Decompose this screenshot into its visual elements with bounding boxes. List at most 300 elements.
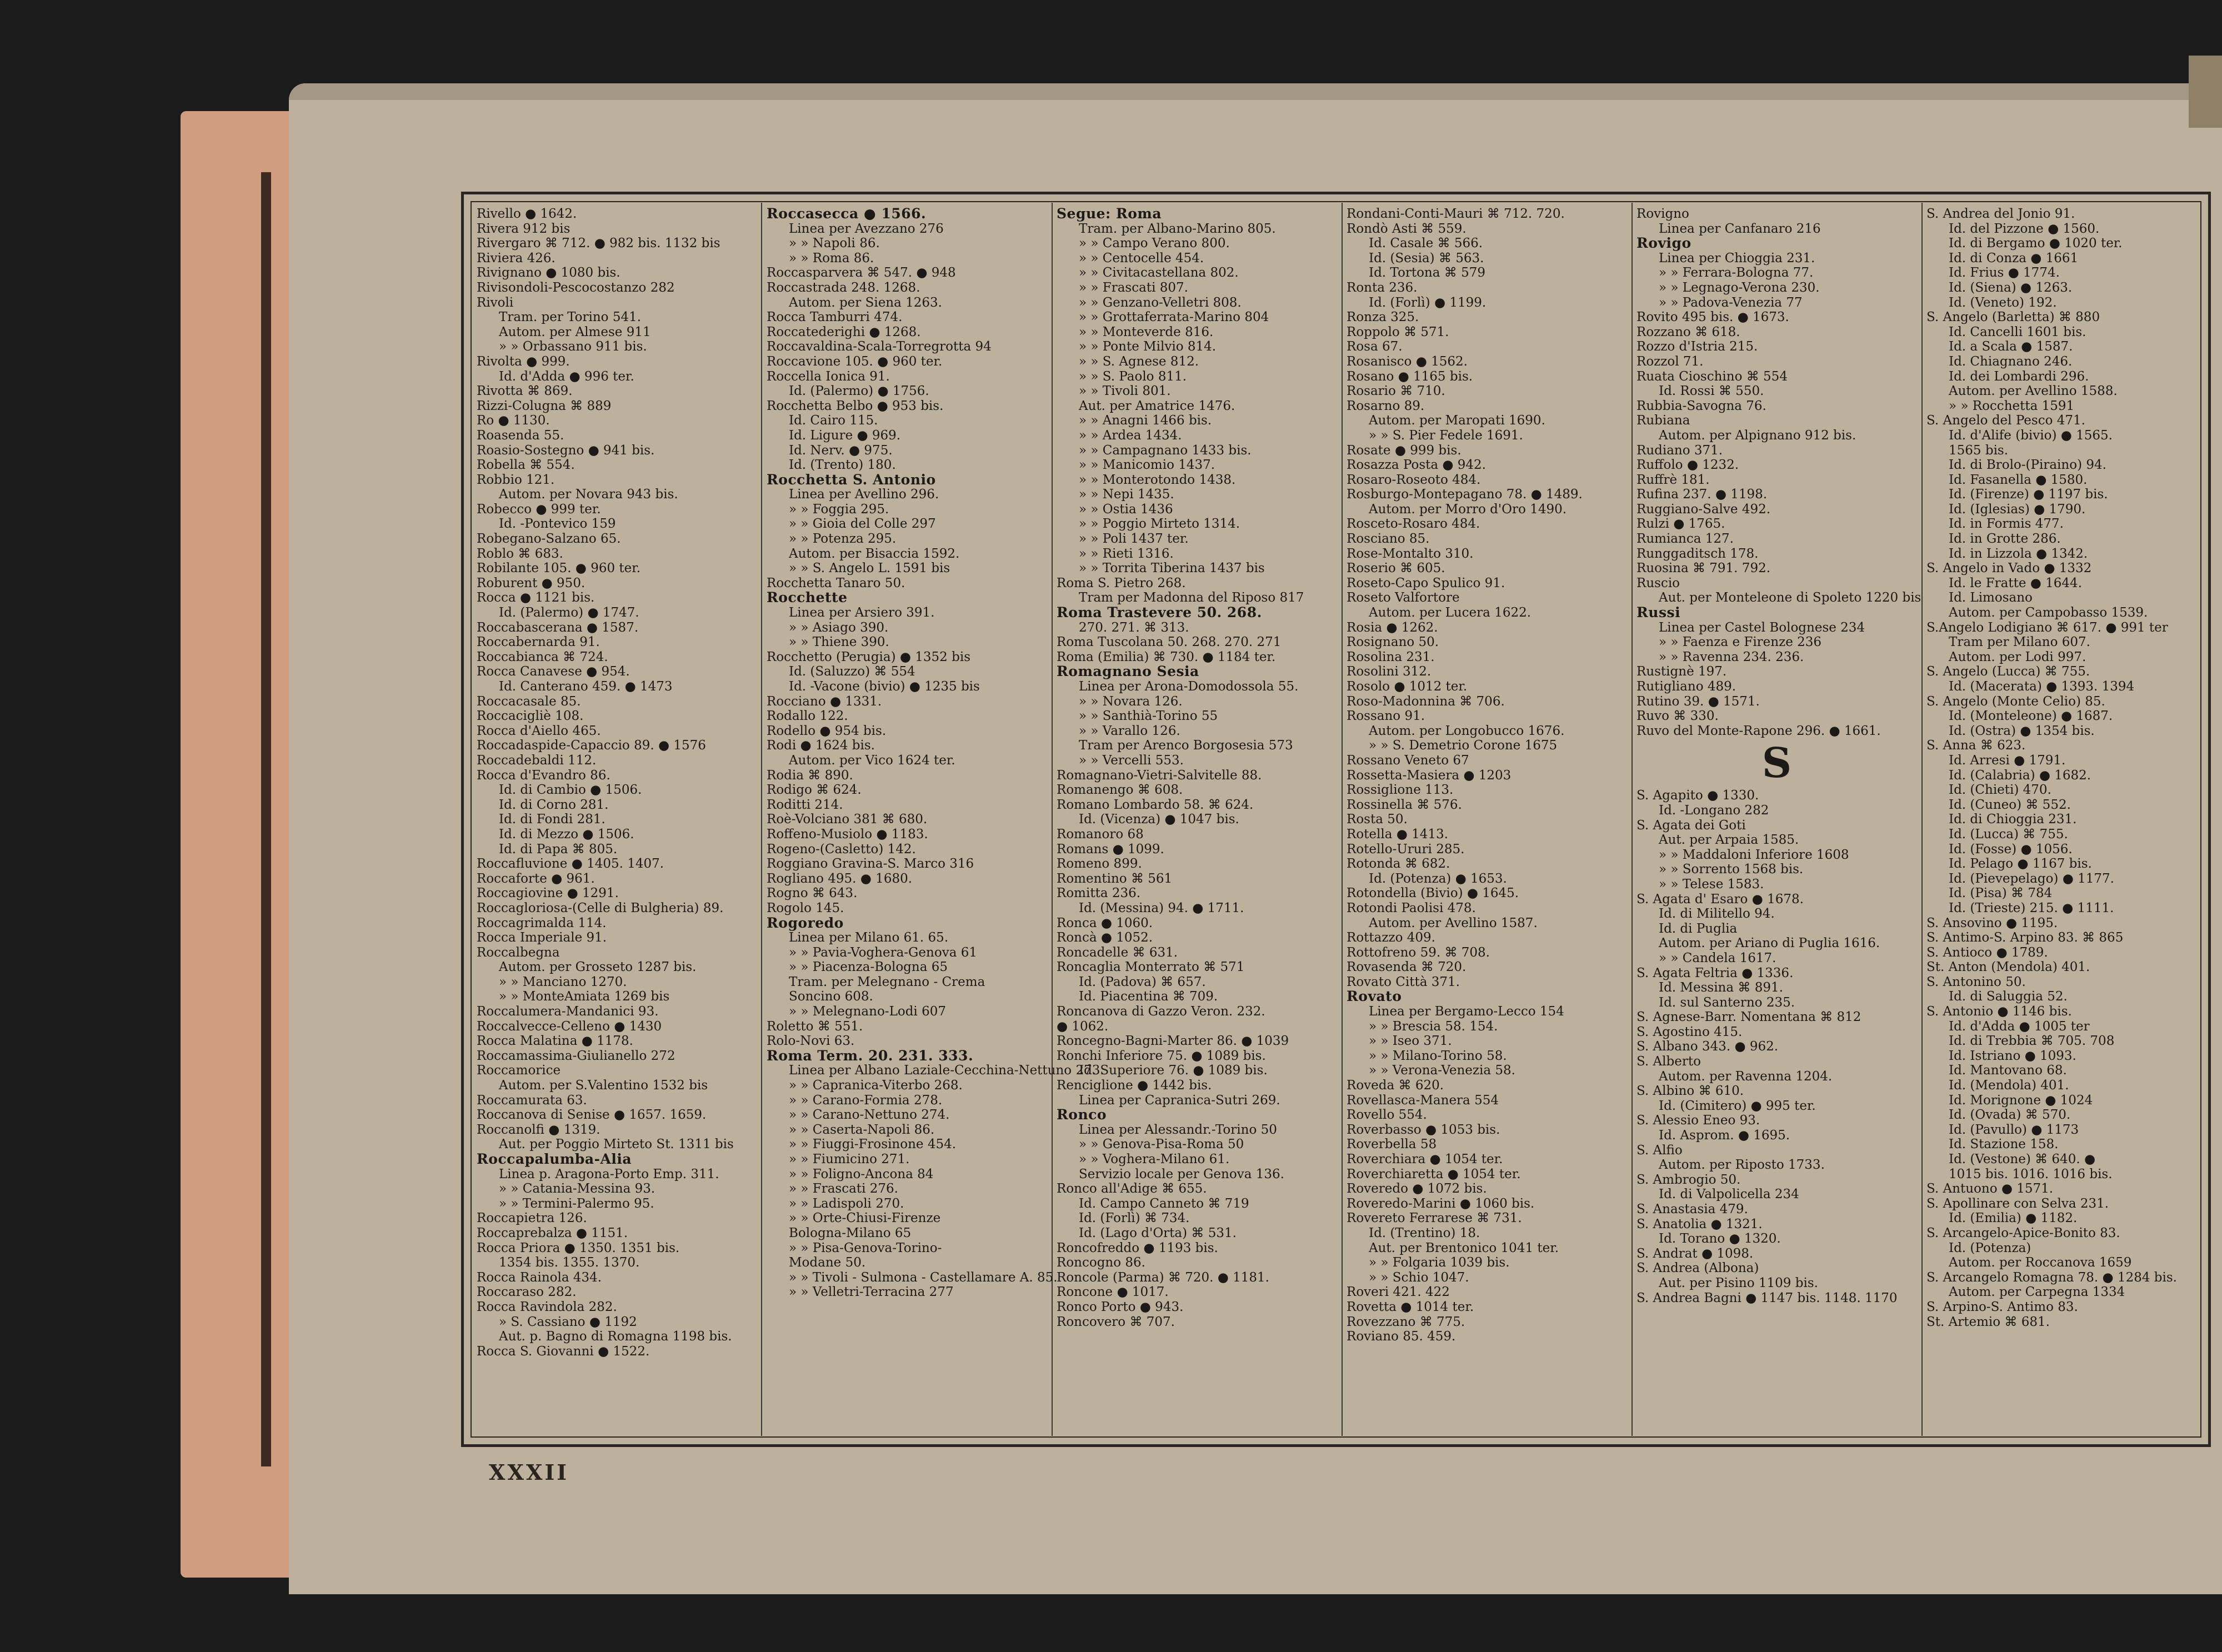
index-entry: Autom. per Longobucco 1676. bbox=[1369, 723, 1565, 738]
index-entry: » » Faenza e Firenze 236 bbox=[1659, 635, 1822, 650]
index-entry: Id. (Forlì) ⌘ 734. bbox=[1079, 1211, 1190, 1226]
index-entry: » » Novara 126. bbox=[1079, 694, 1183, 709]
index-entry: Roccabascerana ● 1587. bbox=[477, 620, 639, 635]
index-entry: S. Ambrogio 50. bbox=[1637, 1172, 1741, 1187]
index-entry: Ronza 325. bbox=[1347, 310, 1419, 325]
index-entry: Rosolina 231. bbox=[1347, 649, 1435, 664]
index-entry: Roccalvecce-Celleno ● 1430 bbox=[477, 1019, 662, 1034]
index-entry: Id. Torano ● 1320. bbox=[1659, 1232, 1781, 1246]
index-entry: Rosignano 50. bbox=[1347, 635, 1439, 650]
index-entry: Rondò Asti ⌘ 559. bbox=[1347, 221, 1467, 236]
index-entry: Autom. per Morro d'Oro 1490. bbox=[1369, 502, 1567, 517]
index-entry: » » Ferrara-Bologna 77. bbox=[1659, 266, 1814, 281]
index-entry: Ruffrè 181. bbox=[1637, 472, 1710, 487]
index-entry: Autom. per Siena 1263. bbox=[789, 295, 942, 310]
index-entry: Rossinella ⌘ 576. bbox=[1347, 797, 1462, 812]
index-entry: Linea per Castel Bolognese 234 bbox=[1659, 620, 1865, 635]
back-page-rule bbox=[261, 172, 271, 1466]
index-entry: Id. (Messina) 94. ● 1711. bbox=[1079, 900, 1244, 915]
index-entry: Ruffolo ● 1232. bbox=[1637, 458, 1739, 473]
index-entry: » » Pavia-Voghera-Genova 61 bbox=[789, 945, 977, 960]
index-entry: » » Candela 1617. bbox=[1659, 950, 1776, 965]
index-heading: Ronco bbox=[1057, 1107, 1107, 1123]
index-entry: Id. di Cambio ● 1506. bbox=[499, 783, 642, 798]
index-entry: » » Carano-Formia 278. bbox=[789, 1093, 943, 1108]
index-entry: Rovito 495 bis. ● 1673. bbox=[1637, 310, 1789, 325]
index-column-5 bbox=[1637, 207, 1921, 1429]
index-entry: S. Apollinare con Selva 231. bbox=[1926, 1196, 2109, 1211]
index-entry: Rocca S. Giovanni ● 1522. bbox=[477, 1344, 650, 1359]
index-entry: Roburent ● 950. bbox=[477, 575, 585, 590]
index-heading: Roma Trastevere 50. 268. bbox=[1057, 604, 1262, 621]
index-entry: Autom. per Campobasso 1539. bbox=[1949, 605, 2148, 620]
index-entry: Id. (Saluzzo) ⌘ 554 bbox=[789, 664, 915, 679]
index-entry: Id. in Formis 477. bbox=[1949, 517, 2064, 532]
index-entry: Roverbasso ● 1053 bis. bbox=[1347, 1122, 1500, 1137]
index-entry: Rosarno 89. bbox=[1347, 398, 1425, 413]
index-entry: » » Santhià-Torino 55 bbox=[1079, 709, 1218, 724]
index-entry: Roletto ⌘ 551. bbox=[767, 1019, 863, 1034]
index-entry: Id. Chiagnano 246. bbox=[1949, 354, 2073, 369]
index-entry: Rivello ● 1642. bbox=[477, 207, 577, 221]
index-entry: » » S. Pier Fedele 1691. bbox=[1369, 428, 1523, 443]
index-entry: » » Padova-Venezia 77 bbox=[1659, 295, 1803, 310]
index-entry: Linea per Alessandr.-Torino 50 bbox=[1079, 1122, 1277, 1137]
index-entry: » » Rieti 1316. bbox=[1079, 546, 1174, 561]
page-number: XXXII bbox=[489, 1460, 569, 1485]
index-entry: Rivisondoli-Pescocostanzo 282 bbox=[477, 280, 675, 295]
index-heading: Rocchette bbox=[767, 589, 848, 606]
index-entry: Id. Casale ⌘ 566. bbox=[1369, 236, 1483, 251]
index-entry: S. Angelo (Monte Celio) 85. bbox=[1926, 694, 2105, 709]
index-entry: Id. (Veneto) 192. bbox=[1949, 295, 2057, 310]
index-entry: » » Poli 1437 ter. bbox=[1079, 532, 1189, 547]
index-entry: Id. Canterano 459. ● 1473 bbox=[499, 679, 673, 694]
index-entry: Autom. per Lucera 1622. bbox=[1369, 605, 1532, 620]
index-entry: » » Milano-Torino 58. bbox=[1369, 1048, 1507, 1063]
index-entry: 1015 bis. 1016. 1016 bis. bbox=[1949, 1167, 2113, 1182]
index-entry: Rosate ● 999 bis. bbox=[1347, 443, 1462, 458]
index-entry: Id. Cancelli 1601 bis. bbox=[1949, 324, 2086, 339]
index-entry: Rogolo 145. bbox=[767, 900, 844, 915]
index-entry: » » Ravenna 234. 236. bbox=[1659, 649, 1804, 664]
index-entry: Id. Superiore 76. ● 1089 bis. bbox=[1079, 1063, 1268, 1078]
index-entry: Tram. per Melegnano - Crema bbox=[789, 974, 985, 989]
index-entry: Romentino ⌘ 561 bbox=[1057, 871, 1173, 886]
index-entry: Roccacigliè 108. bbox=[477, 709, 584, 724]
index-entry: Roccatederighi ● 1268. bbox=[767, 324, 921, 339]
index-entry: » » Thiene 390. bbox=[789, 635, 889, 650]
index-entry: Linea per Bergamo-Lecco 154 bbox=[1369, 1004, 1564, 1019]
index-entry: Rocca Imperiale 91. bbox=[477, 930, 607, 945]
index-entry: Ronco Porto ● 943. bbox=[1057, 1299, 1184, 1314]
index-entry: S. Arpino-S. Antimo 83. bbox=[1926, 1299, 2078, 1314]
index-entry: Id. in Grotte 286. bbox=[1949, 532, 2061, 547]
index-entry: Id. (Trento) 180. bbox=[789, 458, 896, 473]
index-entry: Id. -Vacone (bivio) ● 1235 bis bbox=[789, 679, 980, 694]
index-entry: Roccaprebalza ● 1151. bbox=[477, 1225, 628, 1240]
index-entry: Id. (Palermo) ● 1756. bbox=[789, 384, 929, 399]
index-entry: Id. Stazione 158. bbox=[1949, 1137, 2059, 1152]
index-entry: Roverbella 58 bbox=[1347, 1137, 1437, 1152]
index-entry: Ruggiano-Salve 492. bbox=[1637, 502, 1771, 517]
index-entry: Tram per Madonna del Riposo 817 bbox=[1079, 590, 1304, 605]
index-entry: Roncanova di Gazzo Veron. 232. bbox=[1057, 1004, 1265, 1019]
index-entry: Rossetta-Masiera ● 1203 bbox=[1347, 768, 1512, 783]
index-entry: Rose-Montalto 310. bbox=[1347, 546, 1474, 561]
index-entry: Rivergaro ⌘ 712. ● 982 bis. 1132 bis bbox=[477, 236, 720, 251]
index-entry: Id. Asprom. ● 1695. bbox=[1659, 1128, 1790, 1143]
index-entry: Id. dei Lombardi 296. bbox=[1949, 369, 2089, 384]
index-entry: Id. Messina ⌘ 891. bbox=[1659, 980, 1783, 995]
index-entry: Roseto Valfortore bbox=[1347, 590, 1460, 605]
index-entry: Rondani-Conti-Mauri ⌘ 712. 720. bbox=[1347, 207, 1565, 221]
index-entry: 1565 bis. bbox=[1949, 443, 2009, 458]
index-entry: Rozzano ⌘ 618. bbox=[1637, 324, 1740, 339]
index-entry: 270. 271. ⌘ 313. bbox=[1079, 620, 1189, 635]
index-heading: Roma Term. 20. 231. 333. bbox=[767, 1047, 974, 1064]
index-entry: Ruata Cioschino ⌘ 554 bbox=[1637, 369, 1788, 384]
index-entry: Roccanolfi ● 1319. bbox=[477, 1122, 600, 1137]
index-entry: Runggaditsch 178. bbox=[1637, 546, 1759, 561]
index-entry: Robbio 121. bbox=[477, 472, 555, 487]
index-entry: S. Angelo in Vado ● 1332 bbox=[1926, 561, 2092, 576]
index-entry: Rosolini 312. bbox=[1347, 664, 1432, 679]
index-entry: Id. Ligure ● 969. bbox=[789, 428, 901, 443]
index-entry: Roso-Madonnina ⌘ 706. bbox=[1347, 694, 1505, 709]
index-entry: Id. le Fratte ● 1644. bbox=[1949, 575, 2083, 590]
index-entry: Robecco ● 999 ter. bbox=[477, 502, 601, 517]
index-heading: Rovato bbox=[1347, 988, 1402, 1005]
index-entry: Autom. per Avellino 1588. bbox=[1949, 384, 2118, 399]
index-entry: Rutigliano 489. bbox=[1637, 679, 1736, 694]
index-entry: Id. Morignone ● 1024 bbox=[1949, 1093, 2093, 1108]
index-entry: Rosolo ● 1012 ter. bbox=[1347, 679, 1468, 694]
index-entry: Rotello-Ururi 285. bbox=[1347, 842, 1465, 857]
index-heading: Romagnano Sesia bbox=[1057, 663, 1199, 680]
index-entry: Roccafluvione ● 1405. 1407. bbox=[477, 857, 664, 872]
index-entry: Aut. per Arpaia 1585. bbox=[1659, 833, 1799, 848]
index-entry: Id. (Iglesias) ● 1790. bbox=[1949, 502, 2086, 517]
index-entry: Id. (Lago d'Orta) ⌘ 531. bbox=[1079, 1225, 1237, 1240]
index-entry: Id. Fasanella ● 1580. bbox=[1949, 472, 2088, 487]
index-entry: Id. (Palermo) ● 1747. bbox=[499, 605, 639, 620]
index-entry: Romitta 236. bbox=[1057, 886, 1141, 901]
index-entry: Aut. per Poggio Mirteto St. 1311 bis bbox=[499, 1137, 734, 1152]
index-entry: Linea per Albano Laziale-Cecchina-Nettuno 273. bbox=[789, 1063, 1104, 1078]
index-entry: Id. di Mezzo ● 1506. bbox=[499, 827, 634, 842]
index-entry: » » S. Paolo 811. bbox=[1079, 369, 1187, 384]
index-entry: Rovellasca-Manera 554 bbox=[1347, 1093, 1499, 1108]
index-entry: Ruosina ⌘ 791. 792. bbox=[1637, 561, 1771, 576]
index-entry: Id. (Trieste) 215. ● 1111. bbox=[1949, 900, 2114, 915]
index-entry: Rodia ⌘ 890. bbox=[767, 768, 853, 783]
index-entry: Rozzo d'Istria 215. bbox=[1637, 339, 1758, 354]
index-entry: Roccamassima-Giulianello 272 bbox=[477, 1048, 675, 1063]
index-entry: S. Antuono ● 1571. bbox=[1926, 1182, 2054, 1197]
index-entry: Tram per Arenco Borgosesia 573 bbox=[1079, 738, 1293, 753]
index-entry: Id. (Siena) ● 1263. bbox=[1949, 280, 2073, 295]
index-entry: Roggiano Gravina-S. Marco 316 bbox=[767, 857, 974, 872]
index-entry: Autom. per S.Valentino 1532 bis bbox=[499, 1078, 708, 1093]
index-entry: Roveda ⌘ 620. bbox=[1347, 1078, 1444, 1093]
index-entry: Id. di Valpolicella 234 bbox=[1659, 1187, 1799, 1202]
index-entry: Ro ● 1130. bbox=[477, 413, 550, 428]
index-entry: Roveredo ● 1072 bis. bbox=[1347, 1182, 1487, 1197]
index-column-1 bbox=[477, 207, 757, 1429]
index-entry: Roditti 214. bbox=[767, 797, 843, 812]
index-entry: » » Genova-Pisa-Roma 50 bbox=[1079, 1137, 1244, 1152]
index-entry: Id. (Mendola) 401. bbox=[1949, 1078, 2069, 1093]
index-entry: Roppolo ⌘ 571. bbox=[1347, 324, 1449, 339]
index-entry: Id. Nerv. ● 975. bbox=[789, 443, 893, 458]
index-entry: S. Alfio bbox=[1637, 1143, 1683, 1158]
index-entry: Rotella ● 1413. bbox=[1347, 827, 1448, 842]
index-entry: Id. (Padova) ⌘ 657. bbox=[1079, 974, 1206, 989]
index-entry: Rubbia-Savogna 76. bbox=[1637, 398, 1766, 413]
index-entry: Id. d'Adda ● 996 ter. bbox=[499, 369, 634, 384]
index-entry: Linea per Avezzano 276 bbox=[789, 221, 944, 236]
index-entry: Rocca Ravindola 282. bbox=[477, 1299, 617, 1314]
index-entry: S. Antioco ● 1789. bbox=[1926, 945, 2048, 960]
index-entry: Roma S. Pietro 268. bbox=[1057, 575, 1186, 590]
index-entry: Aut. per Pisino 1109 bis. bbox=[1659, 1275, 1818, 1290]
index-entry: Ruvo ⌘ 330. bbox=[1637, 709, 1719, 724]
index-entry: » » Iseo 371. bbox=[1369, 1034, 1452, 1049]
index-column-3 bbox=[1057, 207, 1337, 1429]
index-entry: S. Antonio ● 1146 bis. bbox=[1926, 1004, 2072, 1019]
index-entry: S. Angelo (Lucca) ⌘ 755. bbox=[1926, 664, 2090, 679]
index-entry: » » Brescia 58. 154. bbox=[1369, 1019, 1498, 1034]
index-entry: S. Albano 343. ● 962. bbox=[1637, 1039, 1779, 1054]
index-entry: Rosario ⌘ 710. bbox=[1347, 384, 1445, 399]
index-entry: Id. (Pisa) ⌘ 784 bbox=[1949, 886, 2053, 901]
index-entry: St. Anton (Mendola) 401. bbox=[1926, 960, 2090, 975]
index-heading: Rocchetta S. Antonio bbox=[767, 471, 936, 488]
index-entry: » » Carano-Nettuno 274. bbox=[789, 1108, 950, 1123]
index-entry: Ronco all'Adige ⌘ 655. bbox=[1057, 1182, 1207, 1197]
index-entry: S.Angelo Lodigiano ⌘ 617. ● 991 ter bbox=[1926, 620, 2168, 635]
index-entry: Roè-Volciano 381 ⌘ 680. bbox=[767, 812, 928, 827]
index-entry: Roccadaspide-Capaccio 89. ● 1576 bbox=[477, 738, 706, 753]
index-entry: Roccamurata 63. bbox=[477, 1093, 587, 1108]
index-entry: Robella ⌘ 554. bbox=[477, 458, 575, 473]
index-entry: Roma Tuscolana 50. 268. 270. 271 bbox=[1057, 635, 1282, 650]
index-entry: Roccastrada 248. 1268. bbox=[767, 280, 920, 295]
index-entry: Ronca ● 1060. bbox=[1057, 915, 1153, 930]
index-entry: Linea per Avellino 296. bbox=[789, 487, 939, 502]
index-entry: Id. sul Santerno 235. bbox=[1659, 995, 1795, 1010]
index-entry: Id. di Brolo-(Piraino) 94. bbox=[1949, 458, 2106, 473]
index-entry: » » Tivoli - Sulmona - Castellamare A. 85. bbox=[789, 1270, 1058, 1285]
index-entry: Rodello ● 954 bis. bbox=[767, 723, 887, 738]
index-entry: Romano Lombardo 58. ⌘ 624. bbox=[1057, 797, 1254, 812]
index-entry: Rosa 67. bbox=[1347, 339, 1403, 354]
index-entry: Rizzi-Colugna ⌘ 889 bbox=[477, 398, 612, 413]
index-entry: Id. di Trebbia ⌘ 705. 708 bbox=[1949, 1034, 2115, 1049]
index-entry: Id. a Scala ● 1587. bbox=[1949, 339, 2073, 354]
index-entry: Romagnano-Vietri-Salvitelle 88. bbox=[1057, 768, 1262, 783]
index-entry: Rivignano ● 1080 bis. bbox=[477, 266, 620, 281]
index-entry: » » Maddaloni Inferiore 1608 bbox=[1659, 847, 1849, 862]
index-entry: S. Agapito ● 1330. bbox=[1637, 788, 1759, 803]
index-entry: Roccella Ionica 91. bbox=[767, 369, 890, 384]
index-entry: Rosburgo-Montepagano 78. ● 1489. bbox=[1347, 487, 1583, 502]
index-entry: » » Napoli 86. bbox=[789, 236, 880, 251]
index-column-6 bbox=[1926, 207, 2207, 1429]
index-entry: Id. Piacentina ⌘ 709. bbox=[1079, 989, 1218, 1004]
index-entry: Roccacasale 85. bbox=[477, 694, 581, 709]
index-entry: Rodigo ⌘ 624. bbox=[767, 783, 862, 798]
index-entry: » » Roma 86. bbox=[789, 251, 874, 266]
index-entry: Rossiglione 113. bbox=[1347, 783, 1454, 798]
index-entry: » » Ostia 1436 bbox=[1079, 502, 1173, 517]
index-entry: Rustignè 197. bbox=[1637, 664, 1727, 679]
column-divider bbox=[761, 203, 762, 1436]
index-entry: Id. (Chieti) 470. bbox=[1949, 783, 2051, 798]
index-entry: Ronta 236. bbox=[1347, 280, 1418, 295]
index-entry: » » Civitacastellana 802. bbox=[1079, 266, 1239, 281]
index-entry: Autom. per Roccanova 1659 bbox=[1949, 1255, 2132, 1270]
index-entry: Rosaro-Roseoto 484. bbox=[1347, 472, 1481, 487]
index-entry: Id. d'Adda ● 1005 ter bbox=[1949, 1019, 2090, 1034]
index-entry: » » MonteAmiata 1269 bis bbox=[499, 989, 670, 1004]
index-entry: Tram. per Albano-Marino 805. bbox=[1079, 221, 1276, 236]
index-entry: Rovigno bbox=[1637, 207, 1689, 221]
index-entry: Id. (Vestone) ⌘ 640. ● bbox=[1949, 1152, 2096, 1167]
index-entry: Romanengo ⌘ 608. bbox=[1057, 783, 1183, 798]
index-entry: S. Alberto bbox=[1637, 1054, 1701, 1069]
index-entry: Id. -Longano 282 bbox=[1659, 803, 1769, 818]
index-entry: Rudiano 371. bbox=[1637, 443, 1723, 458]
index-entry: Autom. per Vico 1624 ter. bbox=[789, 753, 955, 768]
index-entry: Id. (Potenza) bbox=[1949, 1240, 2031, 1255]
index-entry: Rosia ● 1262. bbox=[1347, 620, 1438, 635]
index-entry: Roverchiara ● 1054 ter. bbox=[1347, 1152, 1503, 1167]
index-entry: » » Piacenza-Bologna 65 bbox=[789, 960, 948, 975]
index-entry: » » S. Demetrio Corone 1675 bbox=[1369, 738, 1558, 753]
index-entry: Id. (Pavullo) ● 1173 bbox=[1949, 1122, 2079, 1137]
index-entry: Rottazzo 409. bbox=[1347, 930, 1435, 945]
index-entry: » » Pisa-Genova-Torino- bbox=[789, 1240, 942, 1255]
index-entry: Id. Campo Canneto ⌘ 719 bbox=[1079, 1196, 1249, 1211]
index-entry: Id. Pelago ● 1167 bis. bbox=[1949, 857, 2092, 872]
index-entry: Rozzol 71. bbox=[1637, 354, 1704, 369]
index-entry: St. Artemio ⌘ 681. bbox=[1926, 1314, 2050, 1329]
index-entry: Id. di Corno 281. bbox=[499, 797, 609, 812]
index-entry: Roncaglia Monterrato ⌘ 571 bbox=[1057, 960, 1245, 975]
index-entry: Rocca d'Aiello 465. bbox=[477, 723, 601, 738]
index-entry: Id. Tortona ⌘ 579 bbox=[1369, 266, 1485, 281]
index-entry: Rossano Veneto 67 bbox=[1347, 753, 1469, 768]
index-entry: Roccabernarda 91. bbox=[477, 635, 600, 650]
index-entry: S. Anatolia ● 1321. bbox=[1637, 1217, 1763, 1232]
index-entry: Roccaraso 282. bbox=[477, 1285, 577, 1300]
index-entry: » » Monteverde 816. bbox=[1079, 324, 1214, 339]
book-spine-edge bbox=[2189, 56, 2222, 128]
index-entry: Rossano 91. bbox=[1347, 709, 1425, 724]
index-entry: Ronchi Inferiore 75. ● 1089 bis. bbox=[1057, 1048, 1266, 1063]
index-entry: Rosazza Posta ● 942. bbox=[1347, 458, 1486, 473]
index-entry: Id. Limosano bbox=[1949, 590, 2033, 605]
index-entry: Id. (Cuneo) ⌘ 552. bbox=[1949, 797, 2071, 812]
index-entry: Id. (Potenza) ● 1653. bbox=[1369, 871, 1507, 886]
index-entry: Id. (Firenze) ● 1197 bis. bbox=[1949, 487, 2108, 502]
index-entry: Linea per Arona-Domodossola 55. bbox=[1079, 679, 1299, 694]
index-entry: Linea per Capranica-Sutri 269. bbox=[1079, 1093, 1280, 1108]
index-entry: Id. (Emilia) ● 1182. bbox=[1949, 1211, 2078, 1226]
index-entry: Rulzi ● 1765. bbox=[1637, 517, 1725, 532]
index-entry: 1354 bis. 1355. 1370. bbox=[499, 1255, 640, 1270]
index-entry: Roveri 421. 422 bbox=[1347, 1285, 1450, 1300]
index-entry: Rufina 237. ● 1198. bbox=[1637, 487, 1768, 502]
index-entry: Rovezzano ⌘ 775. bbox=[1347, 1314, 1465, 1329]
index-entry: S. Antonino 50. bbox=[1926, 974, 2026, 989]
index-entry: Id. (Calabria) ● 1682. bbox=[1949, 768, 2091, 783]
index-entry: Roccavione 105. ● 960 ter. bbox=[767, 354, 943, 369]
index-entry: Rodallo 122. bbox=[767, 709, 848, 724]
index-entry: Modane 50. bbox=[789, 1255, 866, 1270]
index-entry: Roveredo-Marini ● 1060 bis. bbox=[1347, 1196, 1535, 1211]
index-entry: Linea per Arsiero 391. bbox=[789, 605, 935, 620]
index-entry: » » Frascati 276. bbox=[789, 1182, 898, 1197]
index-entry: Roccavaldina-Scala-Torregrotta 94 bbox=[767, 339, 992, 354]
column-divider bbox=[1052, 203, 1053, 1436]
index-entry: Robilante 105. ● 960 ter. bbox=[477, 561, 641, 576]
index-entry: Id. (Fosse) ● 1056. bbox=[1949, 842, 2073, 857]
column-divider bbox=[1342, 203, 1343, 1436]
index-entry: Roasenda 55. bbox=[477, 428, 564, 443]
index-entry: Rosceto-Rosaro 484. bbox=[1347, 517, 1480, 532]
index-entry: Roncole (Parma) ⌘ 720. ● 1181. bbox=[1057, 1270, 1269, 1285]
index-entry: Rovello 554. bbox=[1347, 1108, 1427, 1123]
index-entry: Roma (Emilia) ⌘ 730. ● 1184 ter. bbox=[1057, 649, 1276, 664]
index-entry: Id. (Pievepelago) ● 1177. bbox=[1949, 871, 2114, 886]
index-entry: Rolo-Novi 63. bbox=[767, 1034, 855, 1049]
index-entry: Rocchetto (Perugia) ● 1352 bis bbox=[767, 649, 971, 664]
index-entry: » » Campagnano 1433 bis. bbox=[1079, 443, 1252, 458]
index-heading: Rovigo bbox=[1637, 235, 1691, 252]
index-entry: » » Foligno-Ancona 84 bbox=[789, 1167, 934, 1182]
index-entry: S. Agata dei Goti bbox=[1637, 818, 1746, 833]
index-entry: S. Andrat ● 1098. bbox=[1637, 1246, 1754, 1261]
index-entry: S. Angelo del Pesco 471. bbox=[1926, 413, 2085, 428]
index-entry: Roncadelle ⌘ 631. bbox=[1057, 945, 1178, 960]
index-entry: S. Arcangelo Romagna 78. ● 1284 bis. bbox=[1926, 1270, 2177, 1285]
index-entry: S. Andrea Bagni ● 1147 bis. 1148. 1170 bbox=[1637, 1290, 1898, 1305]
index-entry: Roncovero ⌘ 707. bbox=[1057, 1314, 1175, 1329]
index-entry: Renciglione ● 1442 bis. bbox=[1057, 1078, 1212, 1093]
index-entry: Id. di Puglia bbox=[1659, 921, 1738, 936]
index-entry: » » Vercelli 553. bbox=[1079, 753, 1184, 768]
index-entry: » » Centocelle 454. bbox=[1079, 251, 1204, 266]
index-entry: S. Andrea del Jonio 91. bbox=[1926, 207, 2075, 221]
index-entry: Id. del Pizzone ● 1560. bbox=[1949, 221, 2100, 236]
index-entry: Id. Arresi ● 1791. bbox=[1949, 753, 2066, 768]
index-entry: Id. (Macerata) ● 1393. 1394 bbox=[1949, 679, 2135, 694]
index-entry: Autom. per Maropati 1690. bbox=[1369, 413, 1545, 428]
index-entry: Roccanova di Senise ● 1657. 1659. bbox=[477, 1108, 707, 1123]
index-entry: Id. (Trentino) 18. bbox=[1369, 1225, 1480, 1240]
index-entry: Id. Rossi ⌘ 550. bbox=[1659, 384, 1764, 399]
index-entry: Autom. per Riposto 1733. bbox=[1659, 1158, 1825, 1173]
index-entry: Rosciano 85. bbox=[1347, 532, 1430, 547]
index-entry: Romanoro 68 bbox=[1057, 827, 1144, 842]
index-entry: » » Telese 1583. bbox=[1659, 877, 1764, 892]
index-entry: Aut. p. Bagno di Romagna 1198 bis. bbox=[499, 1329, 732, 1344]
index-entry: Autom. per Grosseto 1287 bis. bbox=[499, 960, 697, 975]
index-entry: Romans ● 1099. bbox=[1057, 842, 1164, 857]
